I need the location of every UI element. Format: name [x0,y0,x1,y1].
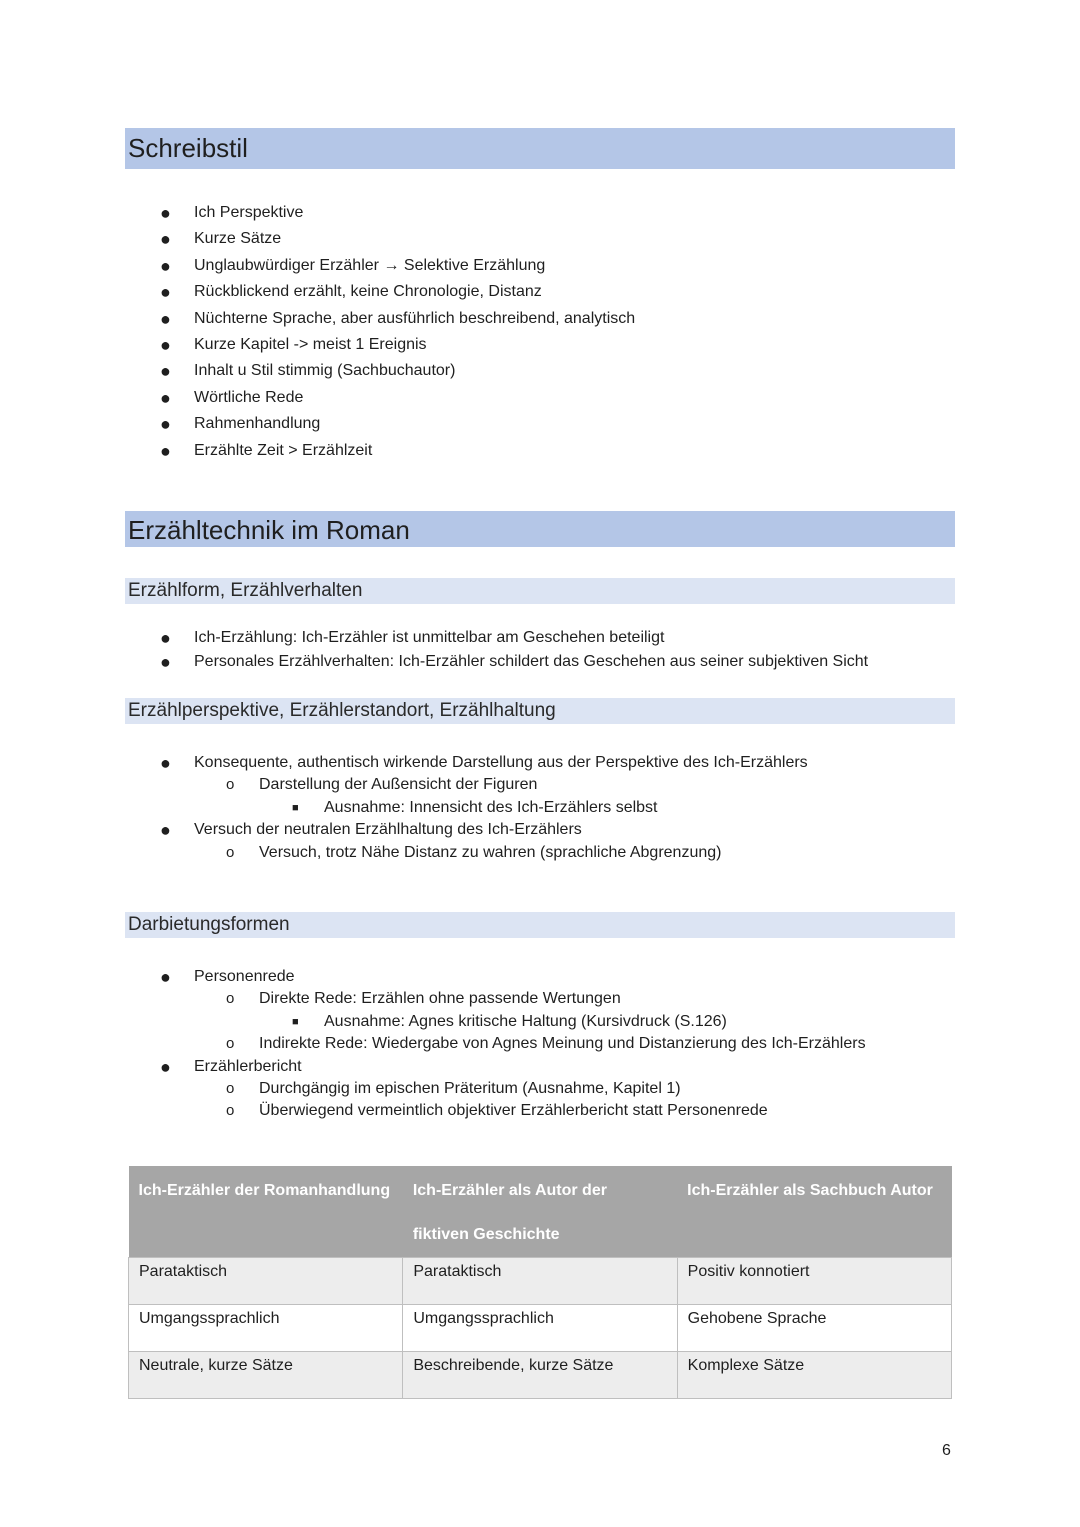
circle-bullet-icon: o [226,1102,235,1120]
bullet-icon: ● [160,282,171,303]
square-bullet-icon: ■ [292,1015,299,1028]
table-header-cell: Ich-Erzähler der Romanhandlung [129,1166,403,1258]
square-bullet-icon: ■ [292,801,299,814]
bullet-icon: ● [160,203,171,223]
list-item: o Durchgängig im epischen Präteritum (Ausnahme, Kapitel 1) [0,1078,866,1100]
bullet-icon: ● [160,967,171,987]
list-item: o Indirekte Rede: Wiedergabe von Agnes Meinung und Distanzierung des Ich-Erzählers [0,1033,866,1055]
list-item: ● Rückblickend erzählt, keine Chronologie, Distanz [160,282,542,303]
bullet-icon: ● [160,440,171,461]
table-row [129,1258,952,1305]
table-row [129,1305,952,1352]
bullet-icon: ● [160,1056,171,1077]
subheading-darbietung: Darbietungsformen [125,912,955,938]
bullet-icon: ● [160,229,171,250]
list-item: o Direkte Rede: Erzählen ohne passende Wertungen [0,988,866,1010]
table-cell: Beschreibende, kurze Sätze [403,1352,677,1399]
list-item: ● Personenrede [160,967,295,987]
circle-bullet-icon: o [226,990,235,1008]
table-row [129,1352,952,1399]
circle-bullet-icon: o [226,843,235,861]
bullet-icon: ● [160,820,171,841]
darbietung-list [0,966,866,1123]
bullet-icon: ● [160,308,171,329]
table-cell: Umgangssprachlich [129,1305,403,1352]
bullet-icon: ● [160,255,171,276]
circle-bullet-icon: o [226,776,235,794]
bullet-icon: ● [160,334,171,355]
subheading-erzaehlform: Erzählform, Erzählverhalten [125,578,955,604]
list-item: ● Kurze Kapitel -> meist 1 Ereignis [160,334,427,355]
list-item: o Versuch, trotz Nähe Distanz zu wahren (sprachliche Abgrenzung) [0,842,808,864]
list-item: ● Personales Erzählverhalten: Ich-Erzähler schildert das Geschehen aus seiner subjektiven Sicht [160,651,869,672]
list-item: ● Unglaubwürdiger Erzähler → Selektive Erzählung [160,255,546,276]
list-item: ● Konsequente, authentisch wirkende Darstellung aus der Perspektive des Ich-Erzählers [160,753,808,773]
circle-bullet-icon: o [226,1079,235,1097]
circle-bullet-icon: o [226,1035,235,1053]
list-item: o Darstellung der Außensicht der Figuren [0,774,808,796]
bullet-icon: ● [160,651,171,672]
arrow-right-icon: → [383,256,400,274]
list-item: ● Wörtliche Rede [160,387,304,408]
heading-schreibstil: Schreibstil [125,128,955,169]
list-item: ■ Ausnahme: Innensicht des Ich-Erzählers selbst [0,797,808,819]
table-cell: Parataktisch [129,1258,403,1305]
heading-erzaehltechnik: Erzähltechnik im Roman [125,511,955,547]
list-item: ● Ich-Erzählung: Ich-Erzähler ist unmittelbar am Geschehen beteiligt [160,628,665,648]
list-item: ● Erzählte Zeit > Erzählzeit [160,440,373,461]
list-item: ● Ich Perspektive [160,203,304,223]
list-item: ● Kurze Sätze [160,229,282,250]
list-item: ● Erzählerbericht [160,1056,302,1077]
list-item: o Überwiegend vermeintlich objektiver Erzählerbericht statt Personenrede [0,1100,866,1122]
list-item: ■ Ausnahme: Agnes kritische Haltung (Kursivdruck (S.126) [0,1011,866,1033]
list-item: ● Rahmenhandlung [160,414,321,435]
table-cell: Neutrale, kurze Sätze [129,1352,403,1399]
table-cell: Positiv konnotiert [677,1258,951,1305]
table-cell: Gehobene Sprache [677,1305,951,1352]
bullet-icon: ● [160,414,171,435]
bullet-icon: ● [160,753,171,773]
list-item: ● Versuch der neutralen Erzählhaltung des Ich-Erzählers [160,820,582,841]
bullet-icon: ● [160,387,171,408]
table-header-cell: Ich-Erzähler als Autor der fiktiven Geschichte [403,1166,677,1258]
list-item: ● Nüchterne Sprache, aber ausführlich beschreibend, analytisch [160,308,636,329]
schreibstil-list [0,201,635,465]
list-item: ● Inhalt u Stil stimmig (Sachbuchautor) [160,361,456,382]
bullet-icon: ● [160,361,171,382]
bullet-icon: ● [160,628,171,648]
erzaehlform-list [0,627,868,674]
comparison-table [128,1166,952,1399]
subheading-perspektive: Erzählperspektive, Erzählerstandort, Erzählhaltung [125,698,955,724]
table-header-cell: Ich-Erzähler als Sachbuch Autor [677,1166,951,1258]
page-number: 6 [942,1442,951,1459]
table-header-row [129,1166,952,1258]
perspektive-list [0,752,808,864]
table-cell: Komplexe Sätze [677,1352,951,1399]
table-cell: Parataktisch [403,1258,677,1305]
table-cell: Umgangssprachlich [403,1305,677,1352]
